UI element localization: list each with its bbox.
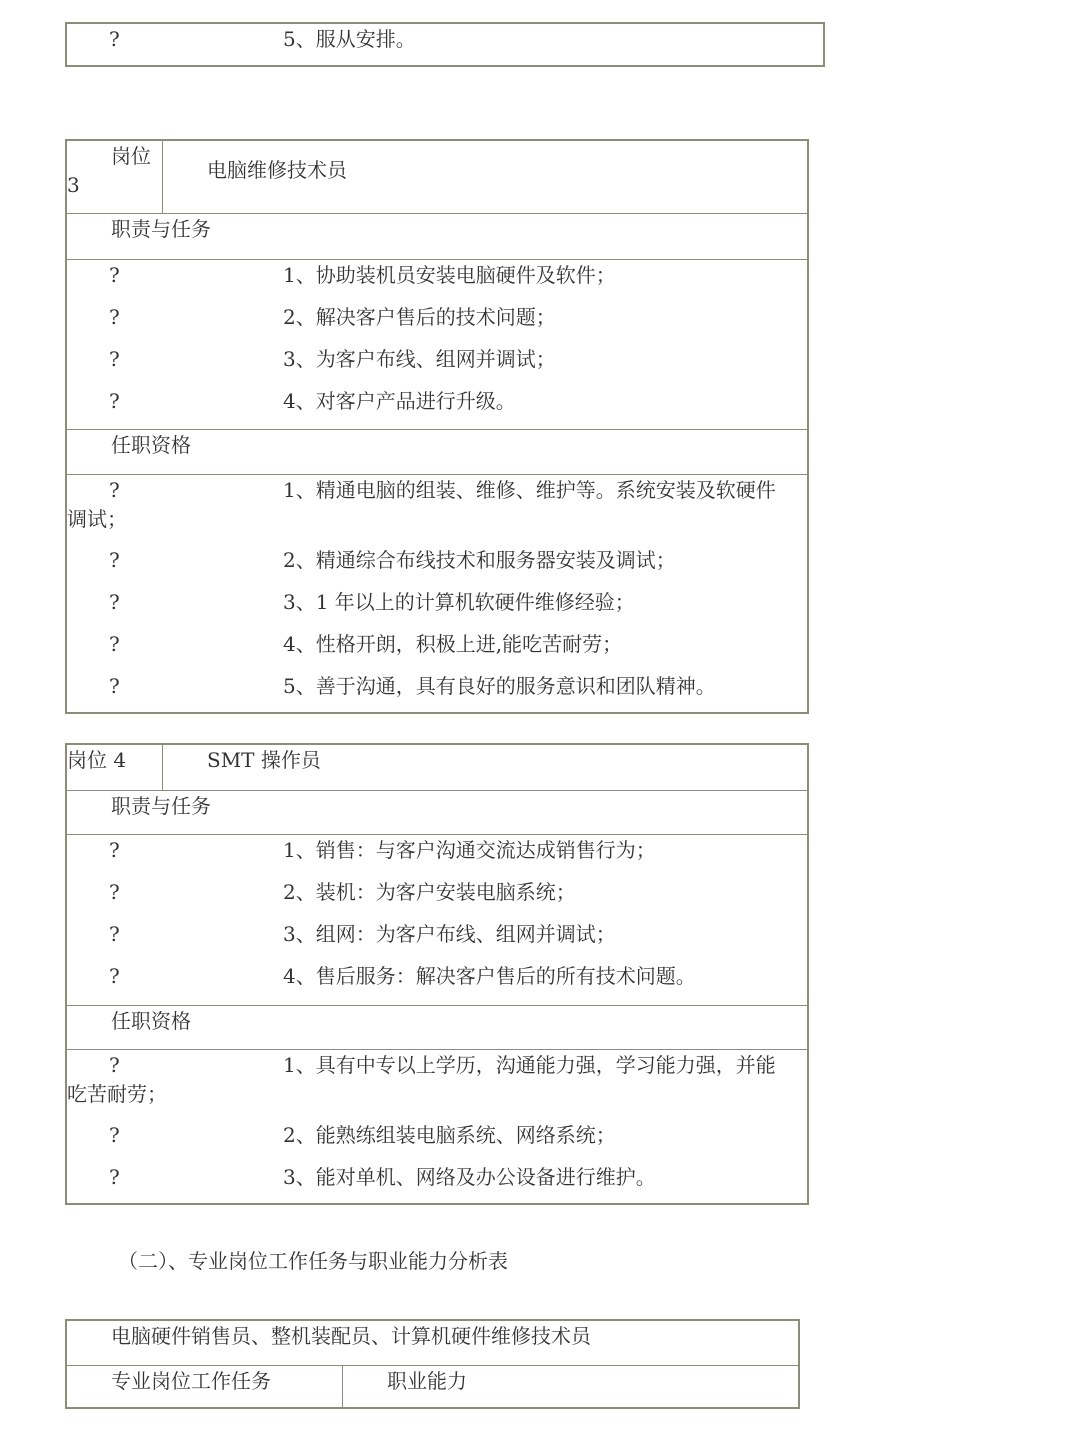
list-item: 1、具有中专以上学历，沟通能力强，学习能力强，并能 <box>283 1053 776 1077</box>
qual-header-row <box>67 429 807 474</box>
list-item: 2、装机：为客户安装电脑系统； <box>283 880 576 904</box>
bullet: ? <box>109 1123 120 1147</box>
post4-header-row <box>67 745 807 790</box>
list-item: 3、组网：为客户布线、组网并调试； <box>283 922 616 946</box>
bullet: ? <box>109 838 120 862</box>
qual-list <box>67 1049 807 1203</box>
list-item-continuation: 调试； <box>67 507 127 531</box>
section-heading: （二）、专业岗位工作任务与职业能力分析表 <box>118 1249 508 1273</box>
qual-header: 任职资格 <box>111 433 191 457</box>
column-header-tasks: 专业岗位工作任务 <box>111 1369 271 1393</box>
post-title: 电脑维修技术员 <box>207 158 347 182</box>
qual-header-row <box>67 1005 807 1049</box>
list-item: 3、1 年以上的计算机软硬件维修经验； <box>283 590 635 614</box>
column-header-abilities: 职业能力 <box>387 1369 467 1393</box>
duties-header-row <box>67 790 807 834</box>
duties-header: 职责与任务 <box>111 794 211 818</box>
list-item: 3、能对单机、网络及办公设备进行维护。 <box>283 1165 656 1189</box>
bullet: ? <box>109 1165 120 1189</box>
list-item: 3、为客户布线、组网并调试； <box>283 347 556 371</box>
post-label: 岗位 4 <box>67 748 127 772</box>
list-item: 4、对客户产品进行升级。 <box>283 389 516 413</box>
bullet: ? <box>109 674 120 698</box>
list-item: 2、解决客户售后的技术问题； <box>283 305 556 329</box>
bullet: ? <box>109 590 120 614</box>
list-item: 2、能熟练组装电脑系统、网络系统； <box>283 1123 616 1147</box>
list-item: 1、销售：与客户沟通交流达成销售行为； <box>283 838 656 862</box>
bullet: ? <box>109 1053 120 1077</box>
bullet: ? <box>109 27 120 51</box>
qual-list <box>67 474 807 712</box>
post4-table <box>65 743 809 1205</box>
list-item: 1、精通电脑的组装、维修、维护等。系统安装及软硬件 <box>283 478 776 502</box>
post3-header-row <box>67 141 807 213</box>
bullet: ? <box>109 880 120 904</box>
duties-list <box>67 834 807 1005</box>
bullet: ? <box>109 263 120 287</box>
bullet: ? <box>109 964 120 988</box>
list-item: 5、善于沟通，具有良好的服务意识和团队精神。 <box>283 674 716 698</box>
bullet: ? <box>109 922 120 946</box>
post-number: 3 <box>67 173 80 197</box>
post-label: 岗位 <box>111 144 151 168</box>
bullet: ? <box>109 548 120 572</box>
bullet: ? <box>109 632 120 656</box>
list-item: 2、精通综合布线技术和服务器安装及调试； <box>283 548 676 572</box>
qual-header: 任职资格 <box>111 1009 191 1033</box>
duties-list <box>67 259 807 429</box>
analysis-table <box>65 1319 800 1409</box>
bullet: ? <box>109 305 120 329</box>
bullet: ? <box>109 347 120 371</box>
list-item: 1、协助装机员安装电脑硬件及软件； <box>283 263 616 287</box>
list-item: 5、服从安排。 <box>283 27 416 51</box>
analysis-title-row <box>67 1321 798 1365</box>
bullet: ? <box>109 478 120 502</box>
list-item: 4、售后服务：解决客户售后的所有技术问题。 <box>283 964 696 988</box>
analysis-title: 电脑硬件销售员、整机装配员、计算机硬件维修技术员 <box>111 1324 591 1348</box>
analysis-header-row <box>67 1365 798 1407</box>
table-top <box>65 22 825 67</box>
bullet: ? <box>109 389 120 413</box>
post3-table <box>65 139 809 714</box>
post-title: SMT 操作员 <box>207 748 321 772</box>
duties-header-row <box>67 213 807 259</box>
duties-header: 职责与任务 <box>111 217 211 241</box>
list-item: 4、性格开朗，积极上进,能吃苦耐劳； <box>283 632 623 656</box>
list-item-continuation: 吃苦耐劳； <box>67 1082 167 1106</box>
